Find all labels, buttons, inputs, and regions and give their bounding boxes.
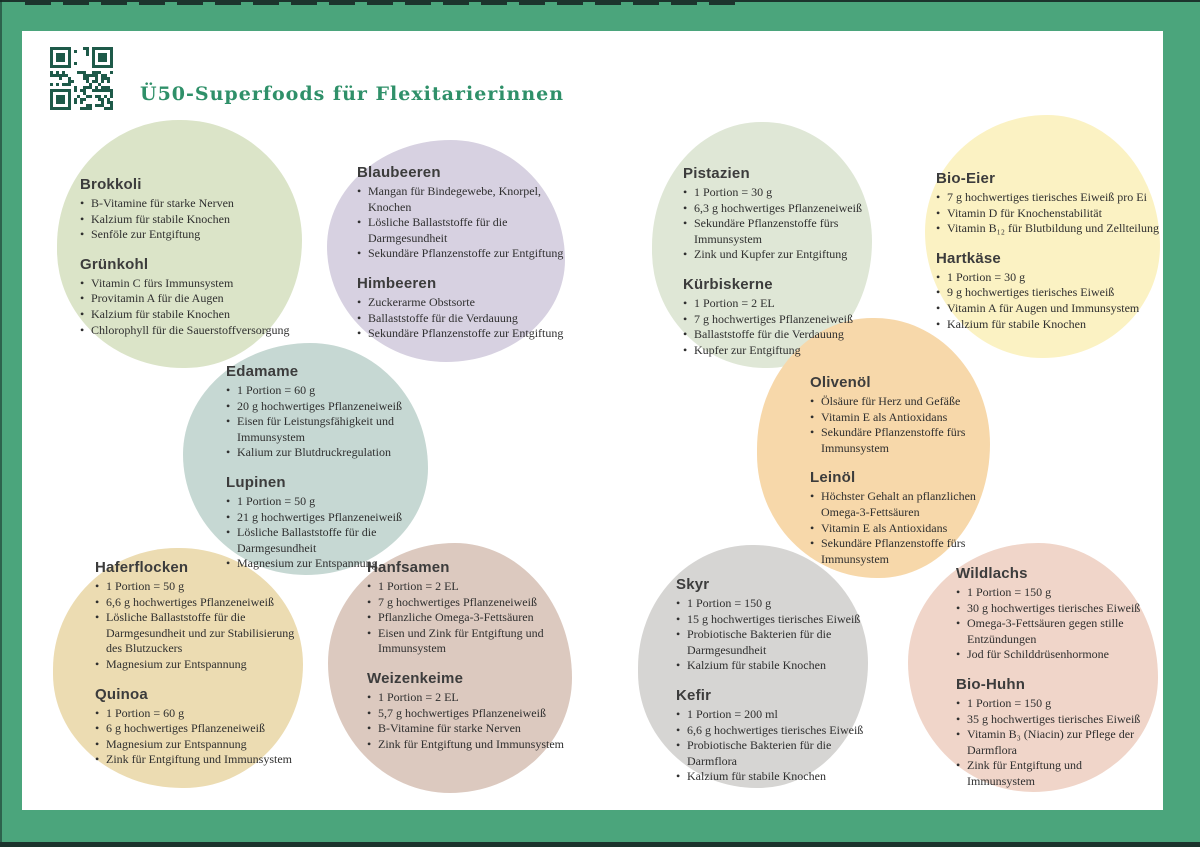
food-benefits-list [810,489,1005,567]
benefit-item: • 1 Portion = 50 g [226,494,441,510]
benefit-item: • Lösliche Ballaststoffe für die Darmgesundheit und zur Stabilisierung des Blutzuckers [95,610,310,657]
benefit-item: • Zink für Entgiftung und Immunsystem [367,737,572,753]
food-section [367,559,572,657]
benefit-item: • 21 g hochwertiges Pflanzeneiweiß [226,510,441,526]
food-section [80,176,310,243]
benefit-item: • 6,6 g hochwertiges tierisches Eiweiß [676,723,881,739]
food-section [936,250,1164,332]
benefit-item: • 6,3 g hochwertiges Pflanzeneiweiß [683,201,883,217]
food-heading: Kürbiskerne [683,275,773,293]
benefit-item: • Kupfer zur Entgiftung [683,343,883,359]
food-benefits-list [676,707,881,785]
food-heading: Bio-Huhn [956,675,1026,693]
benefit-item: • Mangan für Bindegewebe, Knorpel, Knochen [357,184,572,215]
benefit-item: • Kalium zur Blutdruckregulation [226,445,441,461]
benefit-item: • Kalzium für stabile Knochen [676,658,881,674]
benefit-item: • 1 Portion = 30 g [936,270,1164,286]
benefit-item: • Sekundäre Pflanzenstoffe fürs Immunsystem [683,216,883,247]
food-section [357,275,572,342]
food-section [676,687,881,785]
food-benefits-list [683,296,883,358]
food-benefits-list [95,579,310,673]
food-benefits-list [367,690,572,752]
benefit-item: • Lösliche Ballaststoffe für die Darmgesundheit [226,525,441,556]
food-heading: Lupinen [226,473,286,491]
food-heading: Edamame [226,363,299,380]
benefit-item: • Pflanzliche Omega-3-Fettsäuren [367,610,572,626]
benefit-item: • 1 Portion = 200 ml [676,707,881,723]
food-heading: Weizenkeime [367,669,464,687]
benefit-item: • B-Vitamine für starke Nerven [367,721,572,737]
food-section [956,676,1152,790]
food-heading: Grünkohl [80,255,149,273]
food-group-text [367,559,572,765]
benefit-item: • 9 g hochwertiges tierisches Eiweiß [936,285,1164,301]
benefit-item: • Senföle zur Entgiftung [80,227,310,243]
food-section [683,276,883,358]
benefit-item: • B-Vitamine für starke Nerven [80,196,310,212]
benefit-item: • 35 g hochwertiges tierisches Eiweiß [956,712,1152,728]
benefit-item: • 1 Portion = 150 g [676,596,881,612]
benefit-item: • 7 g hochwertiges Pflanzeneiweiß [683,312,883,328]
benefit-item: • Sekundäre Pflanzenstoffe zur Entgiftung [357,246,572,262]
benefit-item: • Ballaststoffe für die Verdauung [357,311,572,327]
food-benefits-list [357,184,572,262]
benefit-item: • Zuckerarme Obstsorte [357,295,572,311]
benefit-item: • Kalzium für stabile Knochen [936,317,1164,333]
food-heading: Leinöl [810,469,856,487]
benefit-item: • Probiotische Bakterien für die Darmgesundheit [676,627,881,658]
benefit-item: • Vitamin B₁₂ für Blutbildung und Zellteilung [936,221,1164,237]
food-heading: Quinoa [95,685,148,703]
benefit-item: • 1 Portion = 150 g [956,696,1152,712]
food-heading: Haferflocken [95,559,189,576]
food-heading: Hanfsamen [367,559,450,576]
food-benefits-list [80,196,310,243]
food-heading: Kefir [676,686,712,704]
food-heading: Bio-Eier [936,170,996,187]
food-group-text [95,559,310,781]
benefit-item: • Chlorophyll für die Sauerstoffversorgung [80,323,310,339]
benefit-item: • Zink für Entgiftung und Immunsystem [956,758,1152,789]
benefit-item: • Zink für Entgiftung und Immunsystem [95,752,310,768]
benefit-item: • Vitamin D für Knochenstabilität [936,206,1164,222]
benefit-item: • Sekundäre Pflanzenstoffe zur Entgiftung [357,326,572,342]
benefit-item: • Eisen und Zink für Entgiftung und Immunsystem [367,626,572,657]
benefit-item: • Kalzium für stabile Knochen [80,307,310,323]
page-title: Ü50-Superfoods für Flexitarierinnen [140,82,565,105]
food-group-text [810,374,1005,580]
food-heading: Blaubeeren [357,164,441,181]
qr-code [50,47,113,110]
benefit-item: • Eisen für Leistungsfähigkeit und Immunsystem [226,414,441,445]
food-benefits-list [95,706,310,768]
food-benefits-list [357,295,572,342]
benefit-item: • Magnesium zur Entspannung [226,556,441,572]
food-benefits-list [80,276,310,338]
benefit-item: • Höchster Gehalt an pflanzlichen Omega-3-Fettsäuren [810,489,1005,520]
food-heading: Hartkäse [936,249,1001,267]
food-section [810,374,1005,456]
food-benefits-list [956,585,1152,663]
food-benefits-list [226,383,441,461]
benefit-item: • 1 Portion = 30 g [683,185,883,201]
food-section [357,164,572,262]
benefit-item: • 1 Portion = 60 g [226,383,441,399]
benefit-item: • Vitamin B₃ (Niacin) zur Pflege der Darmflora [956,727,1152,758]
food-benefits-list [810,394,1005,456]
benefit-item: • Kalzium für stabile Knochen [80,212,310,228]
food-heading: Wildlachs [956,565,1028,582]
benefit-item: • 7 g hochwertiges Pflanzeneiweiß [367,595,572,611]
food-benefits-list [936,190,1164,237]
benefit-item: • 6 g hochwertiges Pflanzeneiweiß [95,721,310,737]
benefit-item: • Vitamin E als Antioxidans [810,521,1005,537]
benefit-item: • 1 Portion = 2 EL [683,296,883,312]
benefit-item: • Vitamin E als Antioxidans [810,410,1005,426]
food-group-text [936,170,1164,345]
food-group-text [80,176,310,351]
food-heading: Olivenöl [810,374,871,391]
food-section [676,576,881,674]
benefit-item: • 20 g hochwertiges Pflanzeneiweiß [226,399,441,415]
food-section [367,670,572,752]
food-heading: Pistazien [683,165,750,182]
food-section [956,565,1152,663]
food-group-text [226,363,441,585]
food-group-text [676,576,881,798]
benefit-item: • Sekundäre Pflanzenstoffe fürs Immunsystem [810,536,1005,567]
food-section [226,474,441,572]
benefit-item: • Lösliche Ballaststoffe für die Darmgesundheit [357,215,572,246]
benefit-item: • 30 g hochwertiges tierisches Eiweiß [956,601,1152,617]
food-benefits-list [956,696,1152,790]
benefit-item: • 7 g hochwertiges tierisches Eiweiß pro Ei [936,190,1164,206]
benefit-item: • Vitamin C fürs Immunsystem [80,276,310,292]
food-section [936,170,1164,237]
food-benefits-list [367,579,572,657]
cropped-print-marks [25,0,740,5]
benefit-item: • 1 Portion = 2 EL [367,690,572,706]
food-group-text [683,165,883,371]
food-section [683,165,883,263]
food-section [80,256,310,338]
benefit-item: • 1 Portion = 60 g [95,706,310,722]
benefit-item: • Ölsäure für Herz und Gefäße [810,394,1005,410]
food-heading: Brokkoli [80,176,142,193]
food-section [226,363,441,461]
food-section [95,559,310,673]
food-section [810,469,1005,567]
benefit-item: • 1 Portion = 150 g [956,585,1152,601]
benefit-item: • Zink und Kupfer zur Entgiftung [683,247,883,263]
food-section [95,686,310,768]
food-heading: Skyr [676,576,710,593]
benefit-item: • 6,6 g hochwertiges Pflanzeneiweiß [95,595,310,611]
food-benefits-list [936,270,1164,332]
benefit-item: • 1 Portion = 2 EL [367,579,572,595]
benefit-item: • 1 Portion = 50 g [95,579,310,595]
benefit-item: • Probiotische Bakterien für die Darmflora [676,738,881,769]
benefit-item: • Omega-3-Fettsäuren gegen stille Entzündungen [956,616,1152,647]
food-heading: Himbeeren [357,274,437,292]
food-group-text [357,164,572,355]
benefit-item: • Sekundäre Pflanzenstoffe fürs Immunsystem [810,425,1005,456]
benefit-item: • Vitamin A für Augen und Immunsystem [936,301,1164,317]
food-benefits-list [683,185,883,263]
food-benefits-list [676,596,881,674]
benefit-item: • 5,7 g hochwertiges Pflanzeneiweiß [367,706,572,722]
benefit-item: • Provitamin A für die Augen [80,291,310,307]
food-group-text [956,565,1152,803]
benefit-item: • Ballaststoffe für die Verdauung [683,327,883,343]
scan-edge-bottom [0,842,1200,847]
benefit-item: • 15 g hochwertiges tierisches Eiweiß [676,612,881,628]
benefit-item: • Magnesium zur Entspannung [95,737,310,753]
benefit-item: • Magnesium zur Entspannung [95,657,310,673]
scan-edge-left [0,0,2,847]
benefit-item: • Jod für Schilddrüsenhormone [956,647,1152,663]
benefit-item: • Kalzium für stabile Knochen [676,769,881,785]
